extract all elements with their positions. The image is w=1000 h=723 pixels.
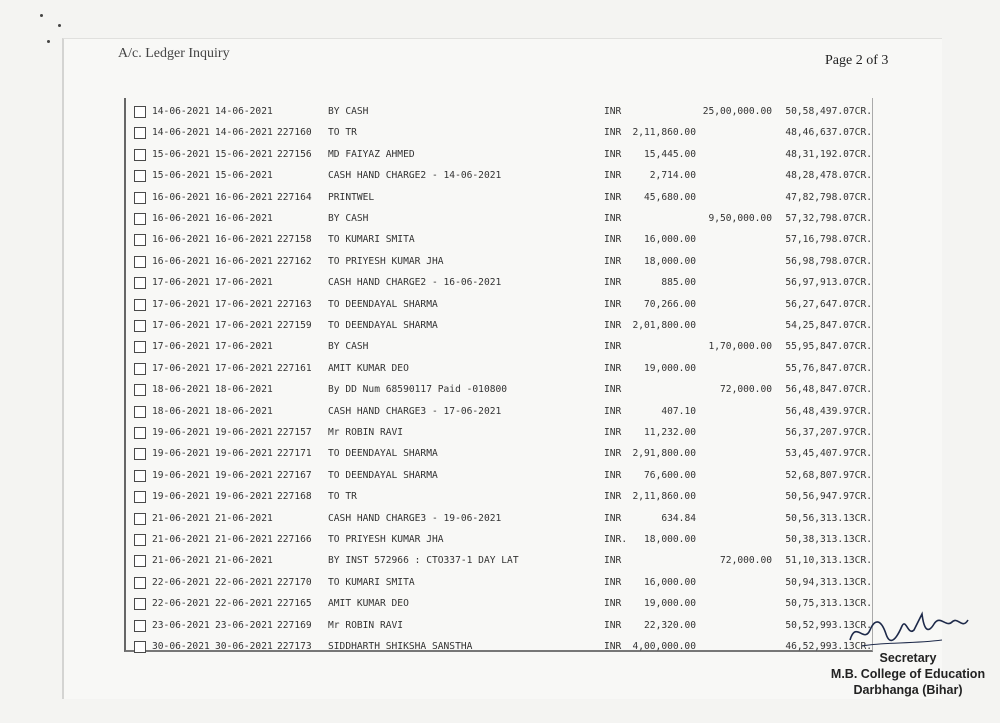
- txn-date-cell: 19-06-2021: [152, 491, 210, 503]
- description-cell: AMIT KUMAR DEO: [328, 362, 409, 374]
- row-checkbox[interactable]: [134, 448, 146, 460]
- txn-date-cell: 15-06-2021: [152, 148, 210, 160]
- currency-cell: INR: [604, 576, 622, 588]
- currency-cell: INR: [604, 427, 622, 438]
- value-date-cell: 17-06-2021: [215, 341, 273, 353]
- txn-date-cell: 16-06-2021: [152, 255, 210, 267]
- debit-cell: 2,11,860.00: [632, 127, 696, 139]
- cheque-no-cell: 227158: [277, 234, 312, 246]
- description-cell: TO DEENDAYAL SHARMA: [328, 448, 438, 460]
- description-cell: CASH HAND CHARGE2 - 16-06-2021: [328, 277, 502, 289]
- currency-cell: INR: [604, 213, 622, 224]
- cheque-no-cell: 227156: [277, 148, 312, 160]
- txn-date-cell: 16-06-2021: [152, 213, 210, 224]
- report-title: A/c. Ledger Inquiry: [118, 46, 230, 61]
- balance-cell: 53,45,407.97CR.: [785, 448, 872, 460]
- balance-cell: 48,31,192.07CR.: [785, 148, 872, 160]
- table-row: [130, 403, 890, 421]
- table-row: [130, 317, 890, 335]
- row-checkbox[interactable]: [134, 192, 146, 204]
- table-row: [130, 574, 890, 592]
- value-date-cell: 19-06-2021: [215, 469, 273, 481]
- credit-cell: 25,00,000.00: [702, 106, 772, 117]
- credit-cell: 9,50,000.00: [708, 213, 772, 224]
- row-checkbox[interactable]: [134, 363, 146, 375]
- cheque-no-cell: 227161: [277, 362, 312, 374]
- cheque-no-cell: 227165: [277, 598, 312, 610]
- balance-cell: 54,25,847.07CR.: [785, 320, 872, 331]
- table-row: [130, 103, 890, 121]
- txn-date-cell: 17-06-2021: [152, 298, 210, 310]
- txn-date-cell: 15-06-2021: [152, 170, 210, 182]
- debit-cell: 70,266.00: [644, 298, 696, 310]
- description-cell: CASH HAND CHARGE3 - 17-06-2021: [328, 405, 502, 417]
- cheque-no-cell: 227166: [277, 534, 312, 545]
- value-date-cell: 19-06-2021: [215, 448, 273, 460]
- value-date-cell: 17-06-2021: [215, 320, 273, 331]
- currency-cell: INR: [604, 341, 622, 353]
- balance-cell: 48,46,637.07CR.: [785, 127, 872, 139]
- debit-cell: 16,000.00: [644, 234, 696, 246]
- table-row: [130, 424, 890, 442]
- value-date-cell: 30-06-2021: [215, 641, 273, 652]
- row-checkbox[interactable]: [134, 149, 146, 161]
- txn-date-cell: 14-06-2021: [152, 127, 210, 139]
- txn-date-cell: 17-06-2021: [152, 277, 210, 289]
- balance-cell: 52,68,807.97CR.: [785, 469, 872, 481]
- row-checkbox[interactable]: [134, 406, 146, 418]
- currency-cell: INR: [604, 619, 622, 631]
- value-date-cell: 22-06-2021: [215, 576, 273, 588]
- debit-cell: 45,680.00: [644, 191, 696, 203]
- currency-cell: INR: [604, 491, 622, 503]
- description-cell: SIDDHARTH SHIKSHA SANSTHA: [328, 641, 473, 652]
- debit-cell: 2,91,800.00: [632, 448, 696, 460]
- table-row: [130, 488, 890, 506]
- balance-cell: 50,94,313.13CR.: [785, 576, 872, 588]
- value-date-cell: 17-06-2021: [215, 362, 273, 374]
- txn-date-cell: 21-06-2021: [152, 555, 210, 567]
- cheque-no-cell: 227163: [277, 298, 312, 310]
- description-cell: TO PRIYESH KUMAR JHA: [328, 534, 444, 545]
- debit-cell: 407.10: [661, 405, 696, 417]
- value-date-cell: 21-06-2021: [215, 512, 273, 524]
- cheque-no-cell: 227157: [277, 427, 312, 438]
- debit-cell: 19,000.00: [644, 362, 696, 374]
- signature-stamp: [828, 650, 988, 698]
- debit-cell: 16,000.00: [644, 576, 696, 588]
- description-cell: BY CASH: [328, 341, 369, 353]
- value-date-cell: 18-06-2021: [215, 405, 273, 417]
- cheque-no-cell: 227171: [277, 448, 312, 460]
- value-date-cell: 21-06-2021: [215, 555, 273, 567]
- description-cell: CASH HAND CHARGE3 - 19-06-2021: [328, 512, 502, 524]
- value-date-cell: 21-06-2021: [215, 534, 273, 545]
- txn-date-cell: 21-06-2021: [152, 534, 210, 545]
- table-row: [130, 510, 890, 528]
- currency-cell: INR: [604, 255, 622, 267]
- txn-date-cell: 22-06-2021: [152, 598, 210, 610]
- currency-cell: INR: [604, 405, 622, 417]
- stamp-title: Secretary: [879, 651, 937, 665]
- debit-cell: 4,00,000.00: [632, 641, 696, 652]
- cheque-no-cell: 227159: [277, 320, 312, 331]
- table-row: [130, 210, 890, 228]
- row-checkbox[interactable]: [134, 384, 146, 396]
- value-date-cell: 19-06-2021: [215, 427, 273, 438]
- table-row: [130, 253, 890, 271]
- description-cell: CASH HAND CHARGE2 - 14-06-2021: [328, 170, 502, 182]
- currency-cell: INR: [604, 298, 622, 310]
- description-cell: TO PRIYESH KUMAR JHA: [328, 255, 444, 267]
- table-row: [130, 231, 890, 249]
- description-cell: TO KUMARI SMITA: [328, 234, 415, 246]
- table-row: [130, 124, 890, 142]
- debit-cell: 18,000.00: [644, 534, 696, 545]
- value-date-cell: 22-06-2021: [215, 598, 273, 610]
- row-checkbox[interactable]: [134, 256, 146, 268]
- row-checkbox[interactable]: [134, 491, 146, 503]
- row-checkbox[interactable]: [134, 534, 146, 546]
- scan-speck: [40, 14, 43, 17]
- currency-cell: INR: [604, 598, 622, 610]
- value-date-cell: 16-06-2021: [215, 213, 273, 224]
- row-checkbox[interactable]: [134, 620, 146, 632]
- currency-cell: INR: [604, 469, 622, 481]
- debit-cell: 11,232.00: [644, 427, 696, 438]
- value-date-cell: 16-06-2021: [215, 234, 273, 246]
- description-cell: By DD Num 68590117 Paid -010800: [328, 384, 508, 396]
- balance-cell: 55,76,847.07CR.: [785, 362, 872, 374]
- balance-cell: 50,56,313.13CR.: [785, 512, 872, 524]
- cheque-no-cell: 227162: [277, 255, 312, 267]
- row-checkbox[interactable]: [134, 555, 146, 567]
- currency-cell: INR: [604, 384, 622, 396]
- currency-cell: INR: [604, 512, 622, 524]
- row-checkbox[interactable]: [134, 277, 146, 289]
- value-date-cell: 19-06-2021: [215, 491, 273, 503]
- table-row: [130, 189, 890, 207]
- cheque-no-cell: 227170: [277, 576, 312, 588]
- cheque-no-cell: 227167: [277, 469, 312, 481]
- row-checkbox[interactable]: [134, 427, 146, 439]
- table-row: [130, 167, 890, 185]
- debit-cell: 76,600.00: [644, 469, 696, 481]
- cheque-no-cell: 227160: [277, 127, 312, 139]
- balance-cell: 56,48,439.97CR.: [785, 405, 872, 417]
- value-date-cell: 16-06-2021: [215, 191, 273, 203]
- table-row: [130, 381, 890, 399]
- description-cell: Mr ROBIN RAVI: [328, 427, 404, 438]
- currency-cell: INR: [604, 555, 622, 567]
- description-cell: MD FAIYAZ AHMED: [328, 148, 415, 160]
- row-checkbox[interactable]: [134, 106, 146, 118]
- txn-date-cell: 16-06-2021: [152, 191, 210, 203]
- currency-cell: INR: [604, 170, 622, 182]
- balance-cell: 55,95,847.07CR.: [785, 341, 872, 353]
- row-checkbox[interactable]: [134, 213, 146, 225]
- balance-cell: 50,56,947.97CR.: [785, 491, 872, 503]
- currency-cell: INR: [604, 641, 622, 652]
- stamp-location: Darbhanga (Bihar): [853, 683, 963, 697]
- currency-cell: INR: [604, 362, 622, 374]
- currency-cell: INR: [604, 277, 622, 289]
- txn-date-cell: 19-06-2021: [152, 427, 210, 438]
- currency-cell: INR: [604, 234, 622, 246]
- value-date-cell: 23-06-2021: [215, 619, 273, 631]
- description-cell: BY CASH: [328, 106, 369, 117]
- debit-cell: 18,000.00: [644, 255, 696, 267]
- row-checkbox[interactable]: [134, 513, 146, 525]
- balance-cell: 50,38,313.13CR.: [785, 534, 872, 545]
- balance-cell: 57,32,798.07CR.: [785, 213, 872, 224]
- description-cell: BY INST 572966 : CTO337-1 DAY LAT: [328, 555, 519, 567]
- row-checkbox[interactable]: [134, 320, 146, 332]
- balance-cell: 47,82,798.07CR.: [785, 191, 872, 203]
- table-row: [130, 338, 890, 356]
- currency-cell: INR: [604, 127, 622, 139]
- txn-date-cell: 18-06-2021: [152, 405, 210, 417]
- debit-cell: 15,445.00: [644, 148, 696, 160]
- description-cell: BY CASH: [328, 213, 369, 224]
- table-row: [130, 274, 890, 292]
- description-cell: TO TR: [328, 127, 357, 139]
- txn-date-cell: 17-06-2021: [152, 320, 210, 331]
- credit-cell: 1,70,000.00: [708, 341, 772, 353]
- stamp-institution: M.B. College of Education: [830, 667, 986, 681]
- debit-cell: 885.00: [661, 277, 696, 289]
- txn-date-cell: 14-06-2021: [152, 106, 210, 117]
- currency-cell: INR: [604, 320, 622, 331]
- value-date-cell: 15-06-2021: [215, 170, 273, 182]
- table-row: [130, 595, 890, 613]
- debit-cell: 19,000.00: [644, 598, 696, 610]
- table-row: [130, 146, 890, 164]
- balance-cell: 56,37,207.97CR.: [785, 427, 872, 438]
- debit-cell: 22,320.00: [644, 619, 696, 631]
- row-checkbox[interactable]: [134, 577, 146, 589]
- txn-date-cell: 23-06-2021: [152, 619, 210, 631]
- table-row: [130, 445, 890, 463]
- value-date-cell: 14-06-2021: [215, 127, 273, 139]
- balance-cell: 46,52,993.13CR.: [785, 641, 872, 652]
- page-number: Page 2 of 3: [825, 53, 889, 68]
- txn-date-cell: 19-06-2021: [152, 448, 210, 460]
- currency-cell: INR: [604, 448, 622, 460]
- table-row: [130, 552, 890, 570]
- txn-date-cell: 17-06-2021: [152, 341, 210, 353]
- value-date-cell: 18-06-2021: [215, 384, 273, 396]
- cheque-no-cell: 227169: [277, 619, 312, 631]
- debit-cell: 634.84: [661, 512, 696, 524]
- row-checkbox[interactable]: [134, 598, 146, 610]
- row-checkbox[interactable]: [134, 127, 146, 139]
- balance-cell: 50,75,313.13CR.: [785, 598, 872, 610]
- description-cell: PRINTWEL: [328, 191, 375, 203]
- credit-cell: 72,000.00: [720, 555, 772, 567]
- row-checkbox[interactable]: [134, 470, 146, 482]
- handwritten-signature: [842, 600, 972, 650]
- txn-date-cell: 16-06-2021: [152, 234, 210, 246]
- currency-cell: INR.: [604, 534, 628, 545]
- description-cell: AMIT KUMAR DEO: [328, 598, 409, 610]
- description-cell: TO DEENDAYAL SHARMA: [328, 469, 438, 481]
- value-date-cell: 17-06-2021: [215, 298, 273, 310]
- credit-cell: 72,000.00: [720, 384, 772, 396]
- row-checkbox[interactable]: [134, 299, 146, 311]
- description-cell: TO KUMARI SMITA: [328, 576, 415, 588]
- txn-date-cell: 21-06-2021: [152, 512, 210, 524]
- description-cell: TO DEENDAYAL SHARMA: [328, 298, 438, 310]
- txn-date-cell: 30-06-2021: [152, 641, 210, 652]
- row-checkbox[interactable]: [134, 641, 146, 653]
- debit-cell: 2,01,800.00: [632, 320, 696, 331]
- table-row: [130, 296, 890, 314]
- table-row: [130, 531, 890, 549]
- currency-cell: INR: [604, 148, 622, 160]
- balance-cell: 50,58,497.07CR.: [785, 106, 872, 117]
- balance-cell: 56,48,847.07CR.: [785, 384, 872, 396]
- txn-date-cell: 18-06-2021: [152, 384, 210, 396]
- cheque-no-cell: 227164: [277, 191, 312, 203]
- table-row: [130, 638, 890, 656]
- value-date-cell: 16-06-2021: [215, 255, 273, 267]
- value-date-cell: 15-06-2021: [215, 148, 273, 160]
- txn-date-cell: 19-06-2021: [152, 469, 210, 481]
- currency-cell: INR: [604, 191, 622, 203]
- table-row: [130, 617, 890, 635]
- row-checkbox[interactable]: [134, 341, 146, 353]
- description-cell: TO DEENDAYAL SHARMA: [328, 320, 438, 331]
- txn-date-cell: 22-06-2021: [152, 576, 210, 588]
- balance-cell: 48,28,478.07CR.: [785, 170, 872, 182]
- cheque-no-cell: 227173: [277, 641, 312, 652]
- value-date-cell: 14-06-2021: [215, 106, 273, 117]
- scan-speck: [47, 40, 50, 43]
- row-checkbox[interactable]: [134, 170, 146, 182]
- scan-speck: [58, 24, 61, 27]
- table-row: [130, 467, 890, 485]
- balance-cell: 56,98,798.07CR.: [785, 255, 872, 267]
- currency-cell: INR: [604, 106, 622, 117]
- balance-cell: 56,27,647.07CR.: [785, 298, 872, 310]
- balance-cell: 56,97,913.07CR.: [785, 277, 872, 289]
- row-checkbox[interactable]: [134, 234, 146, 246]
- debit-cell: 2,714.00: [649, 170, 696, 182]
- debit-cell: 2,11,860.00: [632, 491, 696, 503]
- cheque-no-cell: 227168: [277, 491, 312, 503]
- description-cell: TO TR: [328, 491, 357, 503]
- description-cell: Mr ROBIN RAVI: [328, 619, 404, 631]
- value-date-cell: 17-06-2021: [215, 277, 273, 289]
- balance-cell: 57,16,798.07CR.: [785, 234, 872, 246]
- txn-date-cell: 17-06-2021: [152, 362, 210, 374]
- balance-cell: 51,10,313.13CR.: [785, 555, 872, 567]
- table-row: [130, 360, 890, 378]
- balance-cell: 50,52,993.13CR.: [785, 619, 872, 631]
